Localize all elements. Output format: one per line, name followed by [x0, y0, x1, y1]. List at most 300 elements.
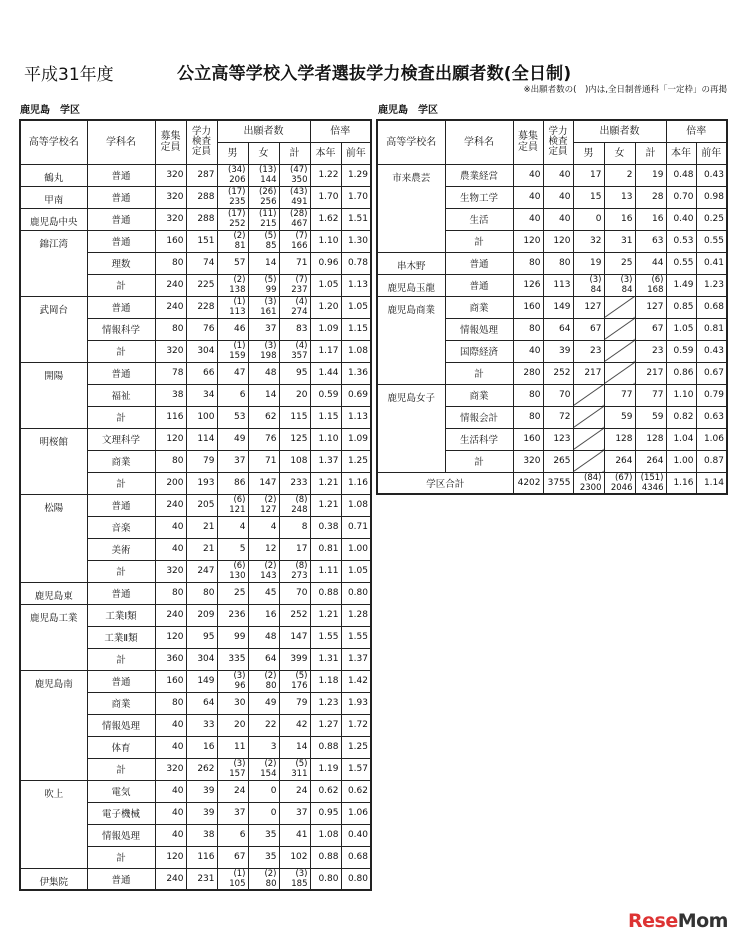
col-total: 計: [635, 142, 666, 164]
district-label-right: 鹿児島 学区: [378, 105, 438, 116]
male-cell: [217, 274, 248, 296]
empty-female-cell: [604, 362, 635, 384]
male-cell: 23: [573, 340, 604, 362]
ratio-this-cell: 0.80: [310, 868, 341, 890]
exam-cell: 80: [186, 582, 217, 604]
ratio-this-cell: 0.53: [666, 230, 696, 252]
quota-subcount: (2): [264, 868, 277, 879]
ratio-prev-cell: 0.80: [341, 868, 371, 890]
quota-cell: 200: [155, 472, 186, 494]
male-cell: 47: [217, 362, 248, 384]
ratio-this-cell: 0.81: [310, 538, 341, 560]
exam-cell: 265: [543, 450, 573, 472]
male-cell: 32: [573, 230, 604, 252]
ratio-prev-cell: 1.57: [341, 758, 371, 780]
ratio-prev-cell: 0.71: [341, 516, 371, 538]
quota-cell: 320: [155, 164, 186, 186]
table-row: [20, 208, 371, 230]
male-value: 113: [229, 307, 246, 317]
male-cell: [217, 164, 248, 186]
dept-name: 計: [87, 648, 155, 670]
exam-cell: 288: [186, 208, 217, 230]
total-cell: [279, 186, 310, 208]
exam-cell: 39: [186, 802, 217, 824]
quota-cell: 80: [155, 582, 186, 604]
female-value: 84: [621, 285, 633, 295]
table-row: [20, 780, 371, 802]
quota-cell: 40: [155, 714, 186, 736]
quota-cell: 40: [513, 208, 543, 230]
quota-cell: 80: [155, 692, 186, 714]
male-cell: 127: [573, 296, 604, 318]
exam-cell: 151: [186, 230, 217, 252]
ratio-prev-cell: 1.05: [341, 560, 371, 582]
total-cell: 24: [279, 780, 310, 802]
ratio-prev-cell: 0.98: [696, 186, 727, 208]
ratio-this-cell: 0.59: [666, 340, 696, 362]
male-value: 235: [229, 197, 246, 207]
ratio-prev-cell: 0.40: [341, 824, 371, 846]
dept-name: 計: [87, 340, 155, 362]
female-cell: 0: [248, 780, 279, 802]
exam-cell: 95: [186, 626, 217, 648]
female-value: 143: [260, 571, 277, 581]
total-cell: 28: [635, 186, 666, 208]
total-value: 166: [291, 241, 308, 251]
dept-name: 計: [87, 758, 155, 780]
col-female: 女: [604, 142, 635, 164]
quota-subcount: (151): [640, 472, 664, 483]
school-name: 市来農芸: [377, 164, 445, 252]
male-cell: [217, 560, 248, 582]
table-row: [20, 582, 371, 604]
quota-subcount: (4): [295, 297, 308, 307]
female-cell: 16: [604, 208, 635, 230]
table-row: [20, 428, 371, 450]
school-name: 開陽: [20, 362, 87, 428]
exam-cell: 79: [186, 450, 217, 472]
total-value: 185: [291, 878, 308, 889]
total-value: 248: [291, 505, 308, 515]
ratio-this-cell: 0.88: [310, 582, 341, 604]
quota-subcount: (3): [264, 297, 277, 307]
male-cell: 17: [573, 164, 604, 186]
quota-cell: 116: [155, 406, 186, 428]
ratio-prev-cell: 0.62: [341, 780, 371, 802]
ratio-this-cell: 1.55: [310, 626, 341, 648]
quota-subcount: (84): [584, 472, 602, 483]
total-cell: 20: [279, 384, 310, 406]
ratio-prev-cell: 0.68: [696, 296, 727, 318]
quota-cell: 240: [155, 274, 186, 296]
exam-cell: 287: [186, 164, 217, 186]
male-cell: [217, 758, 248, 780]
ratio-this-cell: 1.10: [666, 384, 696, 406]
quota-subcount: (3): [233, 759, 246, 769]
logo-part: Mom: [677, 910, 728, 932]
dept-name: 情報処理: [445, 318, 513, 340]
exam-cell: 16: [186, 736, 217, 758]
female-value: 144: [260, 175, 277, 185]
ratio-prev-cell: 0.55: [696, 230, 727, 252]
ratio-this-cell: 1.04: [666, 428, 696, 450]
female-cell: 71: [248, 450, 279, 472]
male-cell: 6: [217, 824, 248, 846]
exam-cell: 304: [186, 648, 217, 670]
exam-cell: 72: [543, 406, 573, 428]
quota-cell: 40: [155, 516, 186, 538]
total-cell: 44: [635, 252, 666, 274]
exam-cell: 76: [186, 318, 217, 340]
quota-cell: 4202: [513, 472, 543, 494]
table-row: [20, 186, 371, 208]
male-cell: 20: [217, 714, 248, 736]
dept-name: 生物工学: [445, 186, 513, 208]
ratio-prev-cell: 1.05: [341, 296, 371, 318]
male-cell: 30: [217, 692, 248, 714]
quota-cell: 120: [155, 428, 186, 450]
school-name: 武岡台: [20, 296, 87, 362]
male-cell: 25: [217, 582, 248, 604]
female-cell: [248, 296, 279, 318]
male-cell: 53: [217, 406, 248, 428]
female-value: 80: [265, 878, 277, 889]
col-applicants: 出願者数: [217, 120, 310, 142]
quota-cell: 240: [155, 868, 186, 890]
resemom-logo: [628, 910, 728, 932]
dept-name: 福祉: [87, 384, 155, 406]
col-prev-year: 前年: [696, 142, 727, 164]
male-cell: [217, 494, 248, 516]
footnote: ※出願者数の( )内は,全日制普通科「一定枠」の再掲: [523, 85, 727, 95]
quota-subcount: (13): [259, 165, 277, 175]
school-name: 鶴丸: [20, 164, 87, 186]
total-cell: 42: [279, 714, 310, 736]
exam-cell: 231: [186, 868, 217, 890]
ratio-this-cell: 1.10: [310, 230, 341, 252]
total-cell: 59: [635, 406, 666, 428]
total-value: 467: [291, 219, 308, 229]
quota-cell: 80: [513, 406, 543, 428]
female-cell: [248, 340, 279, 362]
dept-name: 普通: [445, 274, 513, 296]
total-value: 274: [291, 307, 308, 317]
female-cell: 16: [248, 604, 279, 626]
total-cell: 95: [279, 362, 310, 384]
ratio-this-cell: 1.37: [310, 450, 341, 472]
quota-cell: 120: [155, 846, 186, 868]
exam-cell: 149: [186, 670, 217, 692]
quota-cell: 38: [155, 384, 186, 406]
female-cell: 35: [248, 846, 279, 868]
quota-subcount: (2): [233, 231, 246, 241]
total-cell: 8: [279, 516, 310, 538]
ratio-prev-cell: 1.16: [341, 472, 371, 494]
total-cell: [279, 758, 310, 780]
ratio-prev-cell: 1.93: [341, 692, 371, 714]
ratio-this-cell: 1.23: [310, 692, 341, 714]
quota-cell: 40: [513, 164, 543, 186]
ratio-prev-cell: 1.13: [341, 274, 371, 296]
ratio-prev-cell: 1.09: [341, 428, 371, 450]
ratio-this-cell: 1.21: [310, 604, 341, 626]
exam-cell: 304: [186, 340, 217, 362]
school-name: 松陽: [20, 494, 87, 582]
ratio-this-cell: 1.17: [310, 340, 341, 362]
quota-cell: 320: [155, 208, 186, 230]
total-cell: 252: [279, 604, 310, 626]
female-cell: [248, 868, 279, 890]
male-cell: 37: [217, 450, 248, 472]
left-applicants-table: [19, 119, 372, 891]
female-cell: 147: [248, 472, 279, 494]
total-cell: 67: [635, 318, 666, 340]
col-quota: 募集 定員: [513, 120, 543, 164]
quota-cell: 80: [513, 384, 543, 406]
dept-name: 普通: [87, 494, 155, 516]
total-value: 168: [647, 285, 664, 295]
dept-name: 体育: [87, 736, 155, 758]
female-cell: [248, 208, 279, 230]
total-value: 491: [291, 197, 308, 207]
col-total: 計: [279, 142, 310, 164]
ratio-this-cell: 0.55: [666, 252, 696, 274]
ratio-prev-cell: 0.43: [696, 164, 727, 186]
dept-name: 普通: [87, 670, 155, 692]
female-cell: [248, 494, 279, 516]
male-cell: 86: [217, 472, 248, 494]
ratio-prev-cell: 0.78: [341, 252, 371, 274]
quota-cell: 40: [155, 802, 186, 824]
ratio-prev-cell: 0.80: [341, 582, 371, 604]
ratio-this-cell: 0.48: [666, 164, 696, 186]
col-ratio: 倍率: [666, 120, 727, 142]
quota-subcount: (6): [651, 275, 664, 285]
quota-subcount: (2): [264, 671, 277, 681]
exam-cell: 40: [543, 208, 573, 230]
female-cell: [248, 670, 279, 692]
ratio-prev-cell: 0.87: [696, 450, 727, 472]
female-value: 99: [265, 285, 277, 295]
col-exam: 学力 検査 定員: [186, 120, 217, 164]
school-name: 鹿児島工業: [20, 604, 87, 670]
ratio-this-cell: 1.05: [666, 318, 696, 340]
col-school: 高等学校名: [20, 120, 87, 164]
empty-male-cell: [573, 406, 604, 428]
total-cell: [635, 274, 666, 296]
ratio-this-cell: 1.31: [310, 648, 341, 670]
female-cell: 4: [248, 516, 279, 538]
quota-subcount: (67): [615, 472, 633, 483]
ratio-prev-cell: 0.63: [696, 406, 727, 428]
exam-cell: 247: [186, 560, 217, 582]
dept-name: 文理科学: [87, 428, 155, 450]
male-cell: [217, 230, 248, 252]
total-cell: 83: [279, 318, 310, 340]
exam-cell: 123: [543, 428, 573, 450]
total-value: 237: [291, 285, 308, 295]
female-cell: 62: [248, 406, 279, 428]
female-cell: 3: [248, 736, 279, 758]
ratio-this-cell: 0.85: [666, 296, 696, 318]
empty-male-cell: [573, 428, 604, 450]
total-cell: 102: [279, 846, 310, 868]
dept-name: 情報処理: [87, 824, 155, 846]
exam-cell: 149: [543, 296, 573, 318]
ratio-this-cell: 0.59: [310, 384, 341, 406]
male-value: 159: [229, 351, 246, 361]
dept-name: 普通: [87, 868, 155, 890]
quota-subcount: (3): [295, 868, 308, 879]
female-cell: 12: [248, 538, 279, 560]
exam-cell: 120: [543, 230, 573, 252]
quota-cell: 160: [155, 670, 186, 692]
exam-cell: 193: [186, 472, 217, 494]
quota-cell: 240: [155, 494, 186, 516]
school-name: 鹿児島女子: [377, 384, 445, 472]
male-cell: 15: [573, 186, 604, 208]
ratio-this-cell: 1.70: [310, 186, 341, 208]
quota-subcount: (26): [259, 187, 277, 197]
exam-cell: 100: [186, 406, 217, 428]
female-cell: [248, 274, 279, 296]
ratio-prev-cell: 1.25: [341, 450, 371, 472]
total-cell: 19: [635, 164, 666, 186]
district-total-label: 学区合計: [377, 472, 513, 494]
ratio-prev-cell: 1.42: [341, 670, 371, 692]
quota-subcount: (8): [295, 561, 308, 571]
male-cell: 67: [573, 318, 604, 340]
ratio-prev-cell: 0.81: [696, 318, 727, 340]
ratio-this-cell: 0.96: [310, 252, 341, 274]
female-value: 215: [260, 219, 277, 229]
quota-subcount: (4): [295, 341, 308, 351]
quota-subcount: (43): [290, 187, 308, 197]
ratio-prev-cell: 1.29: [341, 164, 371, 186]
table-row: [20, 362, 371, 384]
female-value: 85: [265, 241, 277, 251]
quota-subcount: (7): [295, 275, 308, 285]
dept-name: 情報処理: [87, 714, 155, 736]
total-cell: [279, 670, 310, 692]
ratio-prev-cell: 0.69: [341, 384, 371, 406]
exam-cell: 228: [186, 296, 217, 318]
total-value: 273: [291, 571, 308, 581]
male-value: 206: [229, 175, 246, 185]
ratio-this-cell: 1.49: [666, 274, 696, 296]
ratio-this-cell: 1.44: [310, 362, 341, 384]
quota-cell: 240: [155, 604, 186, 626]
ratio-prev-cell: 1.55: [341, 626, 371, 648]
quota-cell: 80: [155, 252, 186, 274]
male-cell: [573, 472, 604, 494]
quota-cell: 40: [155, 538, 186, 560]
male-value: 121: [229, 505, 246, 515]
quota-cell: 280: [513, 362, 543, 384]
ratio-prev-cell: 1.25: [341, 736, 371, 758]
col-female: 女: [248, 142, 279, 164]
col-school: 高等学校名: [377, 120, 445, 164]
col-dept: 学科名: [87, 120, 155, 164]
ratio-prev-cell: 0.41: [696, 252, 727, 274]
female-cell: 14: [248, 252, 279, 274]
quota-cell: 320: [155, 340, 186, 362]
dept-name: 商業: [87, 450, 155, 472]
total-cell: [279, 164, 310, 186]
ratio-prev-cell: 1.30: [341, 230, 371, 252]
dept-name: 生活科学: [445, 428, 513, 450]
quota-subcount: (3): [620, 275, 633, 285]
dept-name: 工業Ⅱ類: [87, 626, 155, 648]
quota-subcount: (3): [589, 275, 602, 285]
female-cell: 22: [248, 714, 279, 736]
dept-name: 情報会計: [445, 406, 513, 428]
exam-cell: 33: [186, 714, 217, 736]
col-this-year: 本年: [666, 142, 696, 164]
exam-cell: 80: [543, 252, 573, 274]
dept-name: 普通: [87, 296, 155, 318]
quota-subcount: (47): [290, 165, 308, 175]
female-cell: 59: [604, 406, 635, 428]
ratio-this-cell: 1.15: [310, 406, 341, 428]
exam-cell: 40: [543, 164, 573, 186]
year-label: 平成31年度: [24, 65, 114, 85]
female-cell: [248, 230, 279, 252]
exam-cell: 114: [186, 428, 217, 450]
total-cell: 37: [279, 802, 310, 824]
total-cell: 23: [635, 340, 666, 362]
total-cell: [279, 340, 310, 362]
female-cell: 49: [248, 692, 279, 714]
total-cell: 264: [635, 450, 666, 472]
dept-name: 電子機械: [87, 802, 155, 824]
school-name: 串木野: [377, 252, 445, 274]
empty-female-cell: [604, 340, 635, 362]
dept-name: 商業: [87, 692, 155, 714]
ratio-this-cell: 1.05: [310, 274, 341, 296]
female-cell: [604, 274, 635, 296]
ratio-this-cell: 1.09: [310, 318, 341, 340]
ratio-prev-cell: 1.00: [341, 538, 371, 560]
female-cell: 25: [604, 252, 635, 274]
quota-subcount: (17): [228, 209, 246, 219]
district-total-row: [377, 472, 727, 494]
male-cell: [217, 208, 248, 230]
dept-name: 普通: [87, 362, 155, 384]
male-value: 138: [229, 285, 246, 295]
ratio-prev-cell: 1.13: [341, 406, 371, 428]
female-cell: 128: [604, 428, 635, 450]
ratio-prev-cell: 1.08: [341, 340, 371, 362]
ratio-prev-cell: 1.51: [341, 208, 371, 230]
empty-female-cell: [604, 296, 635, 318]
total-cell: 108: [279, 450, 310, 472]
quota-subcount: (6): [233, 495, 246, 505]
dept-name: 理数: [87, 252, 155, 274]
total-cell: [279, 296, 310, 318]
male-cell: [217, 340, 248, 362]
exam-cell: 21: [186, 538, 217, 560]
ratio-this-cell: 0.95: [310, 802, 341, 824]
male-cell: [217, 296, 248, 318]
logo-part: Rese: [628, 910, 678, 932]
ratio-this-cell: 0.86: [666, 362, 696, 384]
ratio-prev-cell: 1.37: [341, 648, 371, 670]
male-value: 105: [229, 878, 246, 889]
exam-cell: 64: [543, 318, 573, 340]
exam-cell: 116: [186, 846, 217, 868]
ratio-prev-cell: 1.72: [341, 714, 371, 736]
